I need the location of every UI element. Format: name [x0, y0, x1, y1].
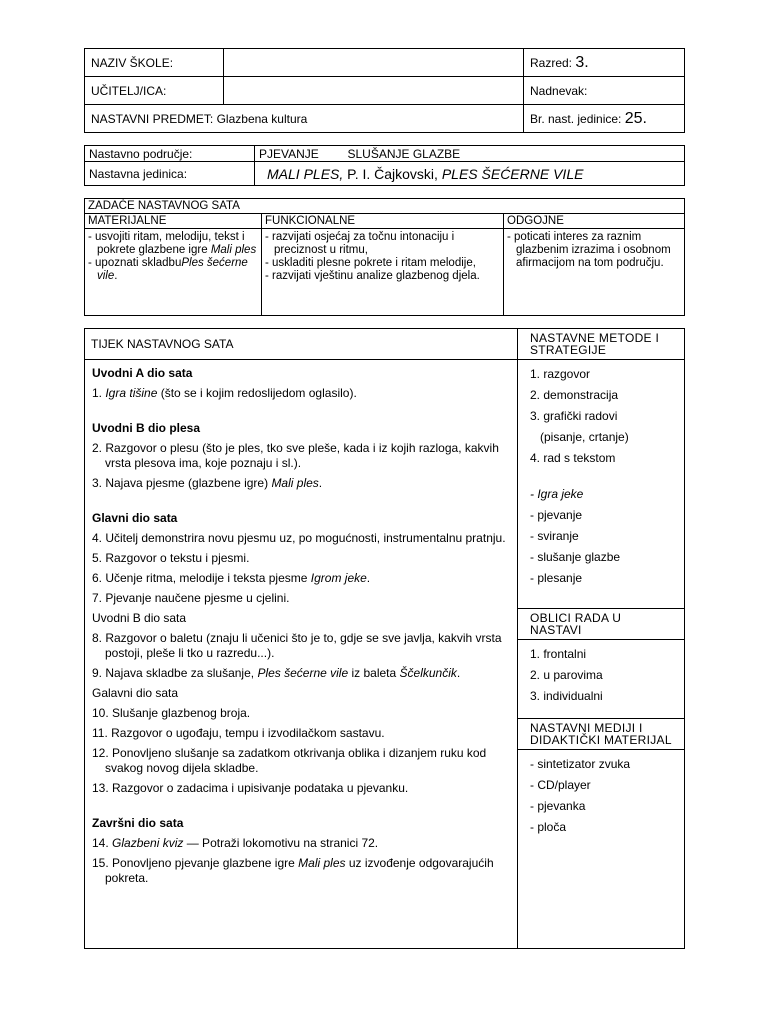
tasks-table: [84, 198, 685, 316]
grade-cell: [524, 49, 685, 77]
media-title-box: [518, 719, 684, 750]
step-8: 8. Razgovor o baletu (znaju li učenici što je to, gdje se sve javlja, kakvih vrsta postoji, pleše li tko u razredu...).: [92, 631, 502, 660]
step-10: 10. Slušanje glazbenog broja.: [92, 706, 251, 720]
form-2: 2. u parovima: [530, 668, 603, 682]
subject-label: NASTAVNI PREDMET:: [91, 111, 214, 126]
unit-composer: P. I. Čajkovski,: [343, 165, 442, 182]
side-column: [518, 360, 685, 949]
functional-tasks: [262, 229, 504, 316]
step-9: 9. Najava skladbe za slušanje, Ples šećerne vile iz baleta Ščelkunčik.: [92, 666, 461, 680]
strategy-3: - sviranje: [530, 529, 579, 543]
method-4: 4. rad s tekstom: [530, 451, 616, 465]
unit-number-cell: [524, 105, 685, 133]
step-2: 2. Razgovor o plesu (što je ples, tko sve pleše, kada i iz kojih razloga, kakvih vrsta plesova ima, koje poznaju i sl.).: [92, 441, 499, 470]
area-value: [255, 146, 685, 162]
material-task-2: - upoznati skladbuPles šećerne vile.: [88, 257, 248, 282]
form-3: 3. individualni: [530, 689, 603, 703]
section-intro-b: Uvodni B dio plesa: [92, 421, 201, 435]
educational-tasks: [504, 229, 685, 316]
section-intro-a: Uvodni A dio sata: [92, 366, 193, 380]
section-intro-b-2: Uvodni B dio sata: [92, 611, 187, 625]
forms-box: [518, 640, 684, 719]
strategy-4: - slušanje glazbe: [530, 550, 621, 564]
step-7: 7. Pjevanje naučene pjesme u cjelini.: [92, 591, 290, 605]
media-4: - ploča: [530, 820, 567, 834]
media-1: - sintetizator zvuka: [530, 757, 631, 771]
material-task-1: - usvojiti ritam, melodiju, tekst i pokrete glazbene igre Mali ples: [88, 231, 257, 256]
step-12: 12. Ponovljeno slušanje sa zadatkom otkrivanja oblika i dizanjem ruku kod svakog novog dijela skladbe.: [92, 746, 487, 775]
strategy-1: - Igra jeke: [530, 487, 584, 501]
area-table: [84, 145, 685, 186]
step-5: 5. Razgovor o tekstu i pjesmi.: [92, 551, 250, 565]
subject-value: Glazbena kultura: [216, 111, 308, 126]
step-3: 3. Najava pjesme (glazbene igre) Mali ples.: [92, 476, 323, 490]
media-2: - CD/player: [530, 778, 591, 792]
step-1: 1. Igra tišine (što se i kojim redoslijedom oglasilo).: [92, 386, 357, 400]
educational-task-1: - poticati interes za raznim glazbenim izrazima i osobnom afirmacijom na tom području.: [507, 231, 671, 269]
functional-task-3: - razvijati vještinu analize glazbenog djela.: [265, 270, 480, 282]
functional-head: FUNKCIONALNE: [262, 214, 504, 229]
methods-title: NASTAVNE METODE I STRATEGIJE: [530, 331, 660, 357]
material-head: MATERIJALNE: [85, 214, 262, 229]
unit-piece-title: PLES ŠEĆERNE VILE: [441, 165, 584, 182]
form-1: 1. frontalni: [530, 647, 587, 661]
material-tasks: [85, 229, 262, 316]
header-table: [84, 48, 685, 133]
step-14: 14. Glazbeni kviz — Potraži lokomotivu na stranici 72.: [92, 836, 379, 850]
methods-title-cell: [518, 329, 685, 360]
step-4: 4. Učitelj demonstrira novu pjesmu uz, po mogućnosti, instrumentalnu pratnju.: [92, 531, 506, 545]
methods-box: [518, 360, 684, 609]
school-label: NAZIV ŠKOLE:: [85, 49, 224, 77]
unit-number-value: 25.: [624, 109, 647, 127]
section-final: Završni dio sata: [92, 816, 184, 830]
educational-head: ODGOJNE: [504, 214, 685, 229]
method-2: 2. demonstracija: [530, 388, 619, 402]
functional-task-1: - razvijati osjećaj za točnu intonaciju i preciznost u ritmu,: [265, 231, 455, 256]
section-main-2: Galavni dio sata: [92, 686, 179, 700]
area-value-listening: SLUŠANJE GLAZBE: [347, 146, 461, 161]
strategy-2: - pjevanje: [530, 508, 583, 522]
date-label: Nadnevak:: [524, 77, 685, 105]
method-1: 1. razgovor: [530, 367, 591, 381]
teacher-label: UČITELJ/ICA:: [85, 77, 224, 105]
grade-value: 3.: [575, 53, 589, 71]
area-label: Nastavno područje:: [85, 146, 255, 162]
forms-title: OBLICI RADA U NASTAVI: [530, 611, 622, 637]
subject-cell: [85, 105, 524, 133]
method-3-detail: (pisanje, crtanje): [540, 430, 629, 444]
unit-song-title: MALI PLES,: [267, 165, 344, 182]
step-13: 13. Razgovor o zadacima i upisivanje podataka u pjevanku.: [92, 781, 409, 795]
flow-table: [84, 328, 685, 949]
method-3: 3. grafički radovi: [530, 409, 618, 423]
flow-title: TIJEK NASTAVNOG SATA: [85, 329, 518, 360]
grade-label: Razred:: [530, 55, 573, 70]
teacher-value: [224, 77, 524, 105]
functional-task-2: - uskladiti plesne pokrete i ritam melodije,: [265, 257, 476, 269]
section-main: Glavni dio sata: [92, 511, 178, 525]
area-value-singing: PJEVANJE: [259, 146, 319, 161]
step-15: 15. Ponovljeno pjevanje glazbene igre Mali ples uz izvođenje odgovarajućih pokreta.: [92, 856, 494, 885]
media-title: NASTAVNI MEDIJI I DIDAKTIČKI MATERIJAL: [530, 721, 672, 747]
media-3: - pjevanka: [530, 799, 586, 813]
unit-value: [255, 162, 685, 186]
step-11: 11. Razgovor o ugođaju, tempu i izvodilačkom sastavu.: [92, 726, 385, 740]
media-box: [518, 750, 684, 841]
unit-number-label: Br. nast. jedinice:: [530, 111, 622, 126]
unit-label: Nastavna jedinica:: [85, 162, 255, 186]
tasks-title: ZADAĆE NASTAVNOG SATA: [85, 199, 685, 214]
strategy-5: - plesanje: [530, 571, 583, 585]
step-6: 6. Učenje ritma, melodije i teksta pjesme Igrom jeke.: [92, 571, 371, 585]
flow-content: [85, 360, 518, 949]
school-value: [224, 49, 524, 77]
forms-title-box: [518, 609, 684, 640]
